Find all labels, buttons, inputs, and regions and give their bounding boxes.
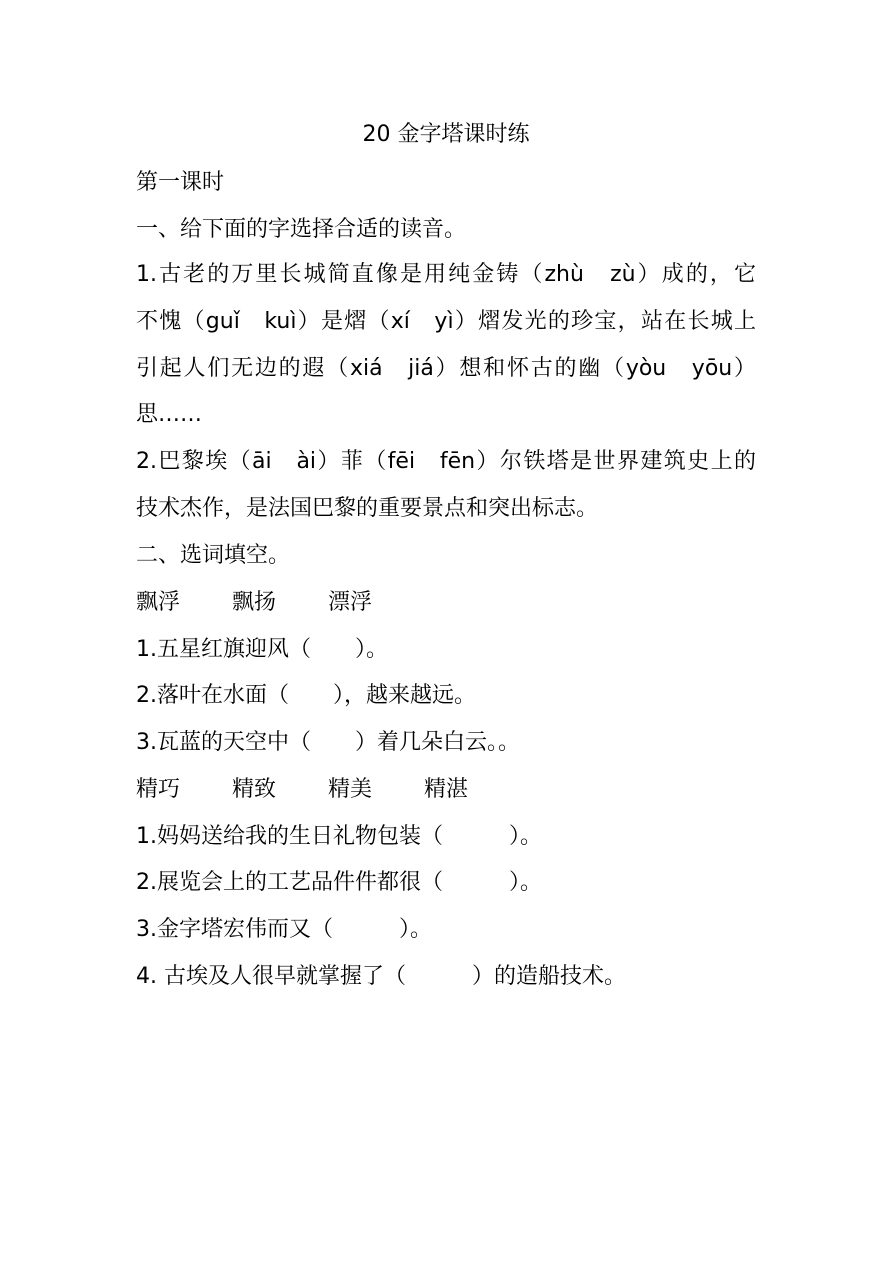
fill-item: 4. 古埃及人很早就掌握了（ ）的造船技术。 xyxy=(136,964,626,989)
word-bank-2 xyxy=(136,774,468,806)
word-option: 漂浮 xyxy=(328,590,373,615)
fill-item: 3.瓦蓝的天空中（ ）着几朵白云。。 xyxy=(136,730,520,755)
q2-line-1: 2.巴黎埃（āi ài）菲（fēi fēn）尔铁塔是世界建筑史上的 xyxy=(136,449,756,474)
q2-line-2: 技术杰作，是法国巴黎的重要景点和突出标志。 xyxy=(136,496,599,521)
section1-heading: 一、给下面的字选择合适的读音。 xyxy=(136,217,467,242)
word-option: 飘浮 xyxy=(136,590,181,615)
q1-line-2: 不愧（guǐ kuì）是熠（xí yì）熠发光的珍宝，站在长城上 xyxy=(136,309,756,334)
section2-heading: 二、选词填空。 xyxy=(136,543,291,568)
word-option: 精巧 xyxy=(136,777,181,802)
q1-line-1: 1.古老的万里长城简直像是用纯金铸（zhù zù）成的，它 xyxy=(136,262,756,287)
lesson-label: 第一课时 xyxy=(136,170,225,195)
q1-line-3: 引起人们无边的遐（xiá jiá）想和怀古的幽（yòu yōu） xyxy=(136,356,756,381)
word-option: 飘扬 xyxy=(232,590,277,615)
word-option: 精美 xyxy=(328,777,373,802)
word-option: 精湛 xyxy=(424,777,469,802)
fill-item: 2.展览会上的工艺品件件都很（ ）。 xyxy=(136,870,542,895)
page-title: 20 金字塔课时练 xyxy=(362,122,530,147)
fill-item: 3.金字塔宏伟而又（ ）。 xyxy=(136,917,432,942)
fill-item: 1.五星红旗迎风（ ）。 xyxy=(136,637,388,662)
fill-item: 1.妈妈送给我的生日礼物包装（ ）。 xyxy=(136,824,542,849)
fill-item: 2.落叶在水面（ ），越来越远。 xyxy=(136,683,476,708)
word-bank-1 xyxy=(136,587,372,619)
q1-line-4: 思…… xyxy=(136,402,203,427)
word-option: 精致 xyxy=(232,777,277,802)
